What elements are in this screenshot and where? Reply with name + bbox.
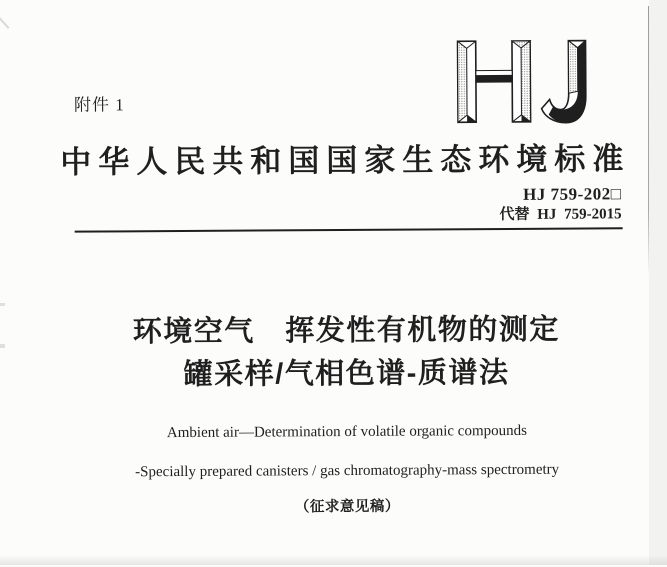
title-cn-line2: 罐采样/气相色谱-质谱法 <box>183 357 510 391</box>
title-cn-line1: 环境空气 挥发性有机物的测定 <box>132 313 560 349</box>
scan-corner-mark <box>0 17 9 29</box>
title-en-line2: -Specially prepared canisters / gas chromatography-mass spectrometry <box>135 461 560 481</box>
standard-number: HJ 759-202□ <box>523 184 622 204</box>
replaces-note: 代替 HJ 759-2015 <box>499 206 622 224</box>
scan-speck <box>0 344 5 348</box>
title-en-line1: Ambient air—Determination of volatile organic compounds <box>166 422 527 442</box>
attachment-label: 附件 1 <box>73 95 125 115</box>
header-rule <box>75 227 623 232</box>
scan-speck <box>0 303 5 306</box>
hj-logo <box>456 39 588 125</box>
document-content <box>34 0 657 567</box>
header-title: 中华人民共和国国家生态环境标准 <box>60 141 631 180</box>
draft-note: （征求意见稿） <box>294 498 400 516</box>
